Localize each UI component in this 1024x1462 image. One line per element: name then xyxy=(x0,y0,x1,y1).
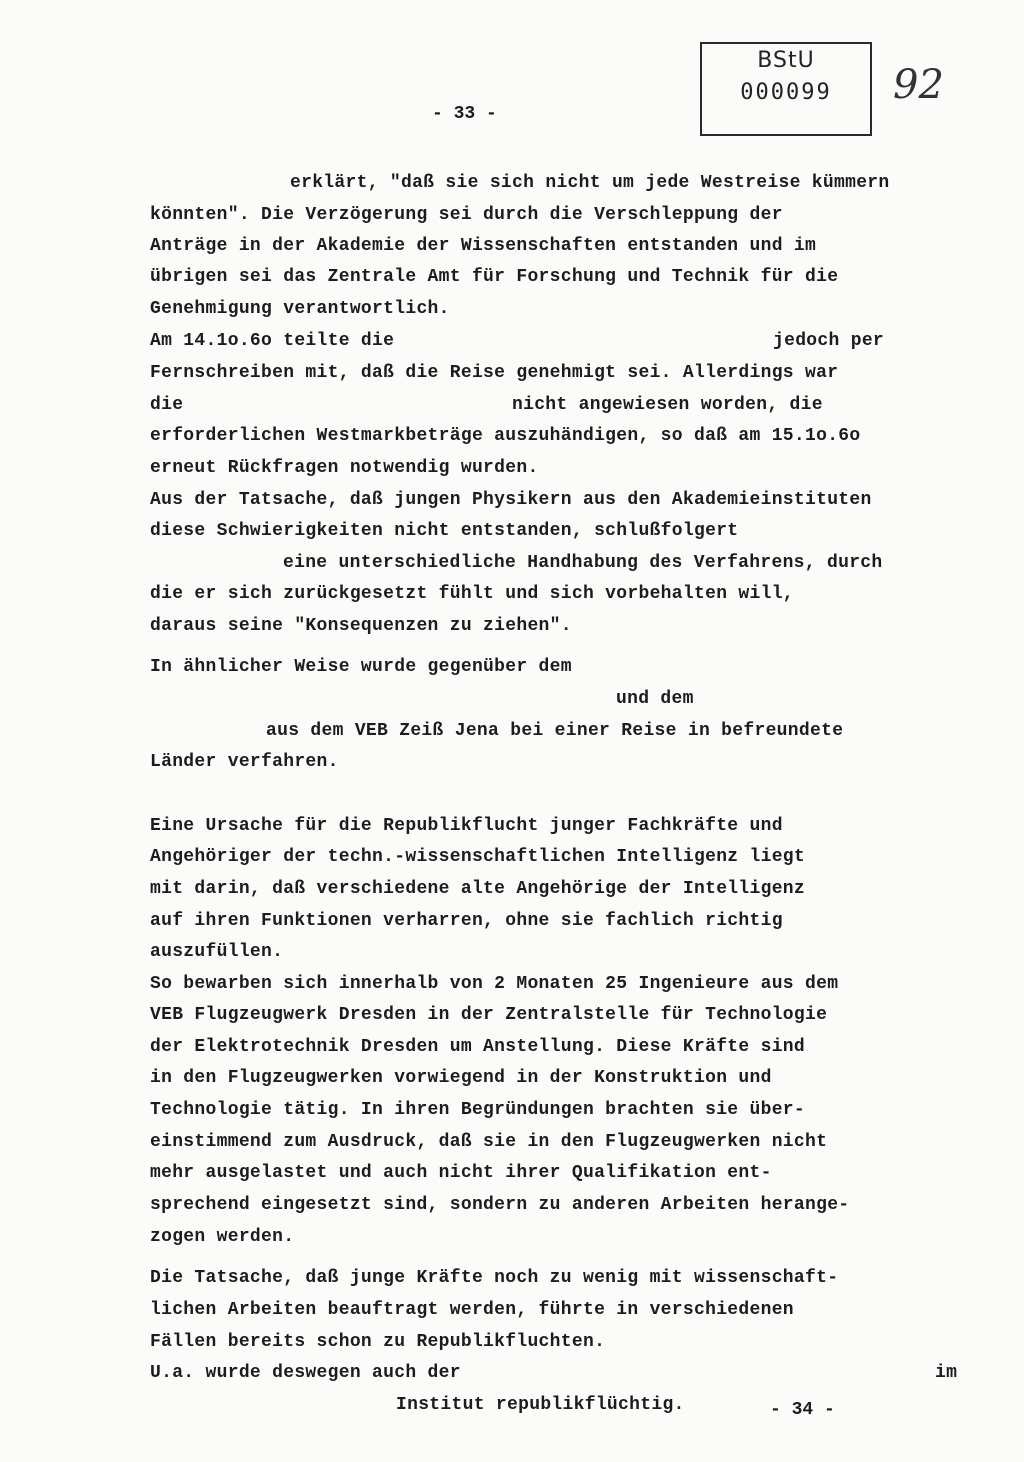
text-line: Institut republikflüchtig. xyxy=(396,1395,685,1415)
text-line: Technologie tätig. In ihren Begründungen brachten sie über- xyxy=(150,1100,806,1120)
page-number: - 33 - xyxy=(432,104,497,124)
text-line: die er sich zurückgesetzt fühlt und sich vorbehalten will, xyxy=(150,584,794,604)
text-line: Die Tatsache, daß junge Kräfte noch zu wenig mit wissenschaft- xyxy=(150,1268,839,1288)
text-line: Genehmigung verantwortlich. xyxy=(150,299,450,319)
text-line: übrigen sei das Zentrale Amt für Forschung und Technik für die xyxy=(150,267,839,287)
text-line: mehr ausgelastet und auch nicht ihrer Qualifikation ent- xyxy=(150,1163,772,1183)
text-line: nicht angewiesen worden, die xyxy=(512,395,823,415)
text-line: Eine Ursache für die Republikflucht junger Fachkräfte und xyxy=(150,816,783,836)
text-line: Am 14.1o.6o teilte die xyxy=(150,331,395,351)
text-line: daraus seine "Konsequenzen zu ziehen". xyxy=(150,616,572,636)
text-line: So bewarben sich innerhalb von 2 Monaten 25 Ingenieure aus dem xyxy=(150,974,839,994)
text-line: erforderlichen Westmarkbeträge auszuhändigen, so daß am 15.1o.6o xyxy=(150,426,861,446)
text-line: aus dem VEB Zeiß Jena bei einer Reise in befreundete xyxy=(266,721,844,741)
archive-stamp xyxy=(700,42,872,136)
text-line: zogen werden. xyxy=(150,1227,295,1247)
stamp-agency: BStU xyxy=(757,48,815,73)
text-line: die xyxy=(150,395,184,415)
stamp-number: 000099 xyxy=(740,80,832,105)
text-line: Aus der Tatsache, daß jungen Physikern aus den Akademieinstituten xyxy=(150,490,872,510)
text-line: mit darin, daß verschiedene alte Angehörige der Intelligenz xyxy=(150,879,806,899)
text-line: In ähnlicher Weise wurde gegenüber dem xyxy=(150,657,572,677)
text-line: und dem xyxy=(616,689,694,709)
text-line: der Elektrotechnik Dresden um Anstellung. Diese Kräfte sind xyxy=(150,1037,806,1057)
text-line: U.a. wurde deswegen auch der xyxy=(150,1363,461,1383)
text-line: sprechend eingesetzt sind, sondern zu anderen Arbeiten herange- xyxy=(150,1195,850,1215)
text-line: könnten". Die Verzögerung sei durch die Verschleppung der xyxy=(150,205,783,225)
text-line: Länder verfahren. xyxy=(150,752,339,772)
text-line: Anträge in der Akademie der Wissenschaften entstanden und im xyxy=(150,236,817,256)
text-line: Angehöriger der techn.-wissenschaftlichen Intelligenz liegt xyxy=(150,847,806,867)
text-line: auszufüllen. xyxy=(150,942,284,962)
handwritten-page-number: 92 xyxy=(893,62,944,108)
text-line: jedoch per xyxy=(773,331,885,351)
text-line: Fernschreiben mit, daß die Reise genehmigt sei. Allerdings war xyxy=(150,363,839,383)
text-line: Fällen bereits schon zu Republikfluchten. xyxy=(150,1332,606,1352)
text-line: im xyxy=(935,1363,958,1383)
text-line: eine unterschiedliche Handhabung des Verfahrens, durch xyxy=(283,553,883,573)
text-line: erklärt, "daß sie sich nicht um jede Westreise kümmern xyxy=(290,173,890,193)
text-line: diese Schwierigkeiten nicht entstanden, schlußfolgert xyxy=(150,521,739,541)
text-line: in den Flugzeugwerken vorwiegend in der Konstruktion und xyxy=(150,1068,772,1088)
text-line: erneut Rückfragen notwendig wurden. xyxy=(150,458,539,478)
text-line: lichen Arbeiten beauftragt werden, führte in verschiedenen xyxy=(150,1300,794,1320)
text-line: VEB Flugzeugwerk Dresden in der Zentralstelle für Technologie xyxy=(150,1005,828,1025)
next-page-marker: - 34 - xyxy=(770,1400,835,1420)
text-line: auf ihren Funktionen verharren, ohne sie fachlich richtig xyxy=(150,911,783,931)
text-line: einstimmend zum Ausdruck, daß sie in den Flugzeugwerken nicht xyxy=(150,1132,828,1152)
